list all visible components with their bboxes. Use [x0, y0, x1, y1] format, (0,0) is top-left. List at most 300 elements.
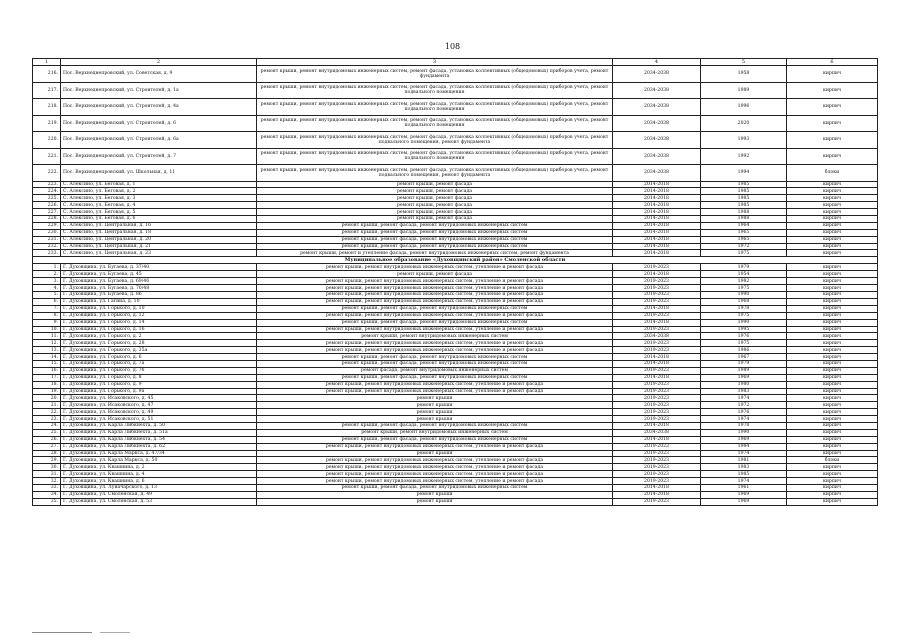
year-cell: 1964	[701, 222, 787, 229]
address-cell: С. Алексино, ул. Центральная, д. 20	[61, 236, 257, 243]
period-cell: 2034-2038	[613, 333, 701, 340]
table-row	[33, 209, 878, 216]
period-cell: 2019-2023	[613, 409, 701, 416]
period-cell: 2019-2023	[613, 381, 701, 388]
period-cell: 2019-2023	[613, 478, 701, 485]
table-row	[33, 222, 878, 229]
period-cell: 2019-2023	[613, 450, 701, 457]
table-row	[33, 422, 878, 429]
row-number: 25.	[33, 429, 61, 436]
address-cell: Пос. Верхнеднепровский, ул. Строителей, д. 4а	[61, 99, 257, 116]
wall-material-cell: кирпич	[787, 115, 878, 132]
works-cell: ремонт крыши, ремонт фасада	[257, 181, 613, 188]
wall-material-cell: блоки	[787, 165, 878, 182]
table-row	[33, 292, 878, 299]
address-cell: Г. Духовщина, ул. Карла Либкнехта, д. 54	[61, 436, 257, 443]
table-row	[33, 436, 878, 443]
row-number: 232.	[33, 243, 61, 250]
year-cell: 1985	[701, 202, 787, 209]
row-number: 233.	[33, 250, 61, 257]
table-row	[33, 340, 878, 347]
address-cell: Г. Духовщина, ул. Квашнина, д. 6	[61, 478, 257, 485]
works-cell: ремонт крыши, ремонт внутридомовых инженерных систем, утепление и ремонт фасада	[257, 292, 613, 299]
address-cell: С. Алексино, ул. Центральная, д. 21	[61, 243, 257, 250]
row-number: 224.	[33, 188, 61, 195]
address-cell: Г. Духовщина, ул. Горького, д. 8	[61, 374, 257, 381]
wall-material-cell: кирпич	[787, 478, 878, 485]
works-cell: ремонт крыши, ремонт внутридомовых инженерных систем, ремонт фасада, установка коллективных (общедомовых) приборов учета, ремонт подвального помещения, ремонт фундамента	[257, 165, 613, 182]
year-cell: 1983	[701, 464, 787, 471]
period-cell: 2034-2038	[613, 132, 701, 149]
works-cell: ремонт крыши	[257, 450, 613, 457]
row-number: 31.	[33, 471, 61, 478]
works-cell: ремонт крыши, ремонт фасада, ремонт внутридомовых инженерных систем	[257, 305, 613, 312]
year-cell: 1969	[701, 374, 787, 381]
wall-material-cell: кирпич	[787, 374, 878, 381]
address-cell: Пос. Верхнеднепровский, ул. Строителей, д. 7	[61, 148, 257, 165]
footer-rule	[32, 632, 92, 633]
year-cell: 1985	[701, 195, 787, 202]
year-cell: 1972	[701, 243, 787, 250]
wall-material-cell: кирпич	[787, 402, 878, 409]
works-cell: ремонт крыши, ремонт внутридомовых инженерных систем, утепление и ремонт фасада	[257, 347, 613, 354]
period-cell: 2034-2038	[613, 115, 701, 132]
wall-material-cell: кирпич	[787, 388, 878, 395]
address-cell: С. Алексино, ул. Беговая, д. 6	[61, 215, 257, 222]
works-cell: ремонт крыши, ремонт фасада, ремонт внутридомовых инженерных систем	[257, 436, 613, 443]
table-row	[33, 354, 878, 361]
year-cell: 1985	[701, 188, 787, 195]
wall-material-cell: кирпич	[787, 326, 878, 333]
wall-material-cell: кирпич	[787, 82, 878, 99]
wall-material-cell: кирпич	[787, 471, 878, 478]
year-cell: 1969	[701, 436, 787, 443]
column-number-6: 6	[787, 59, 878, 66]
table-row	[33, 229, 878, 236]
row-number: 15.	[33, 360, 61, 367]
wall-material-cell: кирпич	[787, 285, 878, 292]
row-number: 223.	[33, 181, 61, 188]
year-cell: 1978	[701, 422, 787, 429]
works-cell: ремонт крыши, ремонт фасада	[257, 271, 613, 278]
row-number: 5.	[33, 292, 61, 299]
table-row	[33, 202, 878, 209]
table-row	[33, 381, 878, 388]
row-number: 22.	[33, 409, 61, 416]
wall-material-cell: кирпич	[787, 409, 878, 416]
period-cell: 2014-2018	[613, 436, 701, 443]
year-cell: 1985	[701, 181, 787, 188]
address-cell: Г. Духовщина, ул. Карла Либкнехта, д. 50	[61, 422, 257, 429]
row-number: 13.	[33, 347, 61, 354]
table-row	[33, 181, 878, 188]
table-row	[33, 264, 878, 271]
row-number: 21.	[33, 402, 61, 409]
address-cell: Г. Духовщина, ул. Смоленская, д. 53	[61, 498, 257, 505]
year-cell: 1980	[701, 381, 787, 388]
address-cell: Г. Духовщина, ул. Карла Либкнехта, д. 51а	[61, 429, 257, 436]
works-cell: ремонт крыши, ремонт внутридомовых инженерных систем, ремонт фасада, установка коллективных (общедомовых) приборов учета, ремонт подвального помещения	[257, 82, 613, 99]
period-cell: 2034-2038	[613, 148, 701, 165]
works-cell: ремонт крыши, ремонт внутридомовых инженерных систем, утепление и ремонт фасада	[257, 443, 613, 450]
table-row	[33, 236, 878, 243]
column-number-5: 5	[701, 59, 787, 66]
row-number: 226.	[33, 202, 61, 209]
year-cell: 1967	[701, 354, 787, 361]
year-cell: 1975	[701, 250, 787, 257]
row-number: 228.	[33, 215, 61, 222]
table-row	[33, 484, 878, 491]
address-cell: Пос. Верхнеднепровский, ул. Строителей, д. 1а	[61, 82, 257, 99]
row-number: 18.	[33, 381, 61, 388]
wall-material-cell: кирпич	[787, 181, 878, 188]
wall-material-cell: кирпич	[787, 354, 878, 361]
table-row	[33, 278, 878, 285]
year-cell: 1974	[701, 395, 787, 402]
page-number: 108	[444, 42, 461, 51]
year-cell: 1965	[701, 229, 787, 236]
wall-material-cell: кирпич	[787, 222, 878, 229]
year-cell: 1974	[701, 478, 787, 485]
year-cell: 1972	[701, 402, 787, 409]
works-cell: ремонт крыши, ремонт внутридомовых инженерных систем, утепление и ремонт фасада	[257, 326, 613, 333]
year-cell: 1958	[701, 66, 787, 83]
wall-material-cell: кирпич	[787, 243, 878, 250]
period-cell: 2019-2023	[613, 367, 701, 374]
wall-material-cell: кирпич	[787, 264, 878, 271]
table-row	[33, 491, 878, 498]
works-cell: ремонт крыши, ремонт внутридомовых инженерных систем, утепление и ремонт фасада	[257, 464, 613, 471]
table-row	[33, 165, 878, 182]
address-cell: Г. Духовщина, ул. Гагина, д. 10	[61, 298, 257, 305]
table-row	[33, 409, 878, 416]
row-number: 20.	[33, 395, 61, 402]
address-cell: Г. Духовщина, ул. Горького, д. 28	[61, 340, 257, 347]
address-cell: Г. Духовщина, ул. Квашнина, д. 4	[61, 471, 257, 478]
period-cell: 2014-2018	[613, 195, 701, 202]
wall-material-cell: кирпич	[787, 99, 878, 116]
works-cell: ремонт крыши, ремонт фасада	[257, 215, 613, 222]
period-cell: 2014-2018	[613, 491, 701, 498]
year-cell: 1983	[701, 388, 787, 395]
period-cell: 2014-2018	[613, 319, 701, 326]
address-cell: Г. Духовщина, ул. Горького, д. 12	[61, 312, 257, 319]
works-cell: ремонт крыши, ремонт внутридомовых инженерных систем, ремонт фасада, установка коллективных (общедомовых) приборов учета, ремонт подвального помещения	[257, 115, 613, 132]
table-row	[33, 285, 878, 292]
year-cell: 1990	[701, 292, 787, 299]
works-cell: ремонт крыши, ремонт фасада	[257, 209, 613, 216]
works-cell: ремонт крыши, ремонт фасада, ремонт внутридомовых инженерных систем	[257, 222, 613, 229]
wall-material-cell: кирпич	[787, 319, 878, 326]
row-number: 24.	[33, 422, 61, 429]
row-number: 2.	[33, 271, 61, 278]
year-cell: 1965	[701, 236, 787, 243]
address-cell: Пос. Верхнеднепровский, ул. Школьная, д. 11	[61, 165, 257, 182]
row-number: 3.	[33, 278, 61, 285]
period-cell: 2014-2018	[613, 215, 701, 222]
period-cell: 2019-2023	[613, 471, 701, 478]
address-cell: Г. Духовщина, ул. Исаковского, д. 45	[61, 395, 257, 402]
works-cell: ремонт крыши, ремонт фасада, ремонт внутридомовых инженерных систем	[257, 360, 613, 367]
year-cell: 2020	[701, 115, 787, 132]
wall-material-cell: кирпич	[787, 498, 878, 505]
address-cell: С. Алексино, ул. Центральная, д. 23	[61, 250, 257, 257]
wall-material-cell: кирпич	[787, 132, 878, 149]
year-cell: 1961	[701, 484, 787, 491]
works-cell: ремонт крыши	[257, 491, 613, 498]
period-cell: 2014-2018	[613, 484, 701, 491]
address-cell: Г. Духовщина, ул. Исаковского, д. 51	[61, 416, 257, 423]
column-number-row	[33, 59, 878, 66]
works-cell: ремонт крыши, ремонт внутридомовых инженерных систем, утепление и ремонт фасада	[257, 285, 613, 292]
wall-material-cell: кирпич	[787, 298, 878, 305]
table-row	[33, 305, 878, 312]
period-cell: 2019-2023	[613, 388, 701, 395]
works-cell: ремонт крыши, ремонт фасада, ремонт внутридомовых инженерных систем	[257, 354, 613, 361]
period-cell: 2014-2018	[613, 209, 701, 216]
address-cell: Г. Духовщина, ул. Бугаева, д. 45	[61, 271, 257, 278]
period-cell: 2014-2018	[613, 236, 701, 243]
table-row	[33, 464, 878, 471]
row-number: 28.	[33, 450, 61, 457]
year-cell: 1982	[701, 278, 787, 285]
year-cell: 1979	[701, 360, 787, 367]
address-cell: Г. Духовщина, ул. Карла Либкнехта, д. 62	[61, 443, 257, 450]
year-cell: 1993	[701, 132, 787, 149]
row-number: 8.	[33, 312, 61, 319]
works-cell: ремонт крыши, ремонт фасада, ремонт внутридомовых инженерных систем	[257, 236, 613, 243]
address-cell: С. Алексино, ул. Беговая, д. 5	[61, 209, 257, 216]
address-cell: Г. Духовщина, ул. Горького, д. 2	[61, 333, 257, 340]
period-cell: 2014-2018	[613, 271, 701, 278]
year-cell: 1989	[701, 82, 787, 99]
row-number: 227.	[33, 209, 61, 216]
period-cell: 2034-2038	[613, 429, 701, 436]
address-cell: Г. Духовщина, ул. Бугаева, д. 70/48	[61, 285, 257, 292]
works-cell: ремонт крыши, ремонт фасада	[257, 195, 613, 202]
year-cell: 1996	[701, 99, 787, 116]
year-cell: 1975	[701, 312, 787, 319]
table-row	[33, 395, 878, 402]
housing-register-sheet	[32, 58, 877, 506]
wall-material-cell: кирпич	[787, 347, 878, 354]
row-number: 230.	[33, 229, 61, 236]
wall-material-cell: кирпич	[787, 422, 878, 429]
wall-material-cell: кирпич	[787, 360, 878, 367]
wall-material-cell: кирпич	[787, 195, 878, 202]
row-number: 219.	[33, 115, 61, 132]
works-cell: ремонт крыши	[257, 498, 613, 505]
address-cell: Пос. Верхнеднепровский, ул. Строителей, д. 6а	[61, 132, 257, 149]
table-row	[33, 388, 878, 395]
year-cell: 1981	[701, 457, 787, 464]
works-cell: ремонт крыши, ремонт внутридомовых инженерных систем, утепление и ремонт фасада	[257, 457, 613, 464]
year-cell: 1988	[701, 215, 787, 222]
table-row	[33, 271, 878, 278]
year-cell: 1968	[701, 298, 787, 305]
period-cell: 2019-2023	[613, 264, 701, 271]
wall-material-cell: кирпич	[787, 278, 878, 285]
period-cell: 2014-2018	[613, 422, 701, 429]
row-number: 6.	[33, 298, 61, 305]
address-cell: Г. Духовщина, ул. Горького, д. 14	[61, 319, 257, 326]
year-cell: 1984	[701, 443, 787, 450]
table-row	[33, 478, 878, 485]
table-row	[33, 312, 878, 319]
row-number: 10.	[33, 326, 61, 333]
address-cell: Г. Духовщина, ул. Луначарского, д. 13	[61, 484, 257, 491]
table-row	[33, 319, 878, 326]
wall-material-cell: блоки	[787, 457, 878, 464]
year-cell: 1969	[701, 498, 787, 505]
wall-material-cell: кирпич	[787, 236, 878, 243]
period-cell: 2019-2023	[613, 395, 701, 402]
table-row	[33, 498, 878, 505]
row-number: 17.	[33, 374, 61, 381]
row-number: 32.	[33, 478, 61, 485]
wall-material-cell: кирпич	[787, 367, 878, 374]
wall-material-cell: кирпич	[787, 333, 878, 340]
wall-material-cell: кирпич	[787, 340, 878, 347]
works-cell: ремонт крыши, ремонт фасада, ремонт внутридомовых инженерных систем	[257, 229, 613, 236]
row-number: 221.	[33, 148, 61, 165]
period-cell: 2019-2023	[613, 347, 701, 354]
wall-material-cell: кирпич	[787, 395, 878, 402]
wall-material-cell: кирпич	[787, 188, 878, 195]
works-cell: ремонт крыши	[257, 395, 613, 402]
year-cell: 1990	[701, 429, 787, 436]
row-number: 35.	[33, 498, 61, 505]
works-cell: ремонт крыши, ремонт внутридомовых инженерных систем, ремонт фасада, установка коллективных (общедомовых) приборов учета, ремонт подвального помещения, ремонт фундамента	[257, 132, 613, 149]
works-cell: ремонт фасада, ремонт внутридомовых инженерных систем	[257, 367, 613, 374]
row-number: 27.	[33, 443, 61, 450]
works-cell: ремонт крыши, ремонт внутридомовых инженерных систем, утепление и ремонт фасада	[257, 388, 613, 395]
wall-material-cell: кирпич	[787, 464, 878, 471]
address-cell: С. Алексино, ул. Центральная, д. 18	[61, 229, 257, 236]
column-number-4: 4	[613, 59, 701, 66]
period-cell: 2019-2023	[613, 416, 701, 423]
row-number: 222.	[33, 165, 61, 182]
period-cell: 2019-2023	[613, 298, 701, 305]
works-cell: ремонт крыши, ремонт внутридомовых инженерных систем, ремонт фасада, установка коллективных (общедомовых) приборов учета, ремонт фундамента	[257, 66, 613, 83]
address-cell: Г. Духовщина, ул. Горького, д. 10	[61, 305, 257, 312]
year-cell: 1985	[701, 471, 787, 478]
table-body	[33, 59, 878, 506]
wall-material-cell: кирпич	[787, 215, 878, 222]
row-number: 16.	[33, 367, 61, 374]
table-row	[33, 115, 878, 132]
row-number: 7.	[33, 305, 61, 312]
address-cell: Г. Духовщина, ул. Исаковского, д. 47	[61, 402, 257, 409]
table-row	[33, 99, 878, 116]
period-cell: 2034-2038	[613, 82, 701, 99]
table-row	[33, 82, 878, 99]
table-row	[33, 450, 878, 457]
period-cell: 2019-2023	[613, 402, 701, 409]
works-cell: ремонт крыши, ремонт внутридомовых инженерных систем, утепление и ремонт фасада	[257, 312, 613, 319]
row-number: 231.	[33, 236, 61, 243]
works-cell: ремонт крыши, ремонт внутридомовых инженерных систем, ремонт фасада, установка коллективных (общедомовых) приборов учета, ремонт подвального помещения	[257, 148, 613, 165]
year-cell: 1992	[701, 148, 787, 165]
works-cell: ремонт крыши	[257, 416, 613, 423]
year-cell: 1988	[701, 209, 787, 216]
table-row	[33, 326, 878, 333]
year-cell: 1974	[701, 450, 787, 457]
wall-material-cell: кирпич	[787, 416, 878, 423]
address-cell: Г. Духовщина, ул. Карла Маркса, д. 50	[61, 457, 257, 464]
year-cell: 1976	[701, 409, 787, 416]
period-cell: 2019-2023	[613, 443, 701, 450]
wall-material-cell: кирпич	[787, 66, 878, 83]
row-number: 34.	[33, 491, 61, 498]
address-cell: Г. Духовщина, ул. Горького, д. 35а	[61, 347, 257, 354]
wall-material-cell: кирпич	[787, 250, 878, 257]
wall-material-cell: кирпич	[787, 443, 878, 450]
address-cell: Г. Духовщина, ул. Исаковского, д. 49	[61, 409, 257, 416]
wall-material-cell: кирпич	[787, 312, 878, 319]
year-cell: 1976	[701, 333, 787, 340]
period-cell: 2014-2018	[613, 202, 701, 209]
column-number-3: 3	[257, 59, 613, 66]
column-number-2: 2	[61, 59, 257, 66]
address-cell: С. Алексино, ул. Беговая, д. 2	[61, 188, 257, 195]
year-cell: 1978	[701, 305, 787, 312]
table-row	[33, 66, 878, 83]
wall-material-cell: кирпич	[787, 292, 878, 299]
table-row	[33, 429, 878, 436]
works-cell: ремонт крыши, ремонт фасада, ремонт внутридомовых инженерных систем	[257, 374, 613, 381]
address-cell: Г. Духовщина, ул. Квашнина, д. 2	[61, 464, 257, 471]
row-number: 217.	[33, 82, 61, 99]
wall-material-cell: кирпич	[787, 429, 878, 436]
wall-material-cell: кирпич	[787, 436, 878, 443]
row-number: 14.	[33, 354, 61, 361]
period-cell: 2014-2018	[613, 354, 701, 361]
year-cell: 1979	[701, 264, 787, 271]
table-row	[33, 148, 878, 165]
address-cell: Г. Духовщина, ул. Горького, д. 9	[61, 381, 257, 388]
row-number: 4.	[33, 285, 61, 292]
works-cell: ремонт крыши, ремонт внутридомовых инженерных систем, утепление и ремонт фасада	[257, 340, 613, 347]
works-cell: ремонт крыши, ремонт фасада, ремонт внутридомовых инженерных систем	[257, 243, 613, 250]
works-cell: ремонт крыши, ремонт фасада, ремонт внутридомовых инженерных систем	[257, 484, 613, 491]
period-cell: 2019-2023	[613, 285, 701, 292]
period-cell: 2019-2023	[613, 340, 701, 347]
table-row	[33, 132, 878, 149]
section-heading-row	[33, 257, 878, 264]
table-row	[33, 243, 878, 250]
works-cell: ремонт крыши, ремонт внутридомовых инженерных систем	[257, 333, 613, 340]
address-cell: Г. Духовщина, ул. Горького, д. 7б	[61, 367, 257, 374]
period-cell: 2034-2038	[613, 66, 701, 83]
table-row	[33, 374, 878, 381]
works-cell: ремонт крыши, ремонт фасада	[257, 202, 613, 209]
period-cell: 2014-2018	[613, 243, 701, 250]
wall-material-cell: кирпич	[787, 484, 878, 491]
period-cell: 2019-2023	[613, 457, 701, 464]
year-cell: 1969	[701, 491, 787, 498]
works-cell: ремонт крыши	[257, 409, 613, 416]
year-cell: 1974	[701, 416, 787, 423]
wall-material-cell: кирпич	[787, 450, 878, 457]
table-row	[33, 360, 878, 367]
table-row	[33, 195, 878, 202]
row-number: 216.	[33, 66, 61, 83]
period-cell: 2019-2023	[613, 312, 701, 319]
address-cell: С. Алексино, ул. Центральная, д. 16	[61, 222, 257, 229]
period-cell: 2014-2018	[613, 229, 701, 236]
table-row	[33, 250, 878, 257]
